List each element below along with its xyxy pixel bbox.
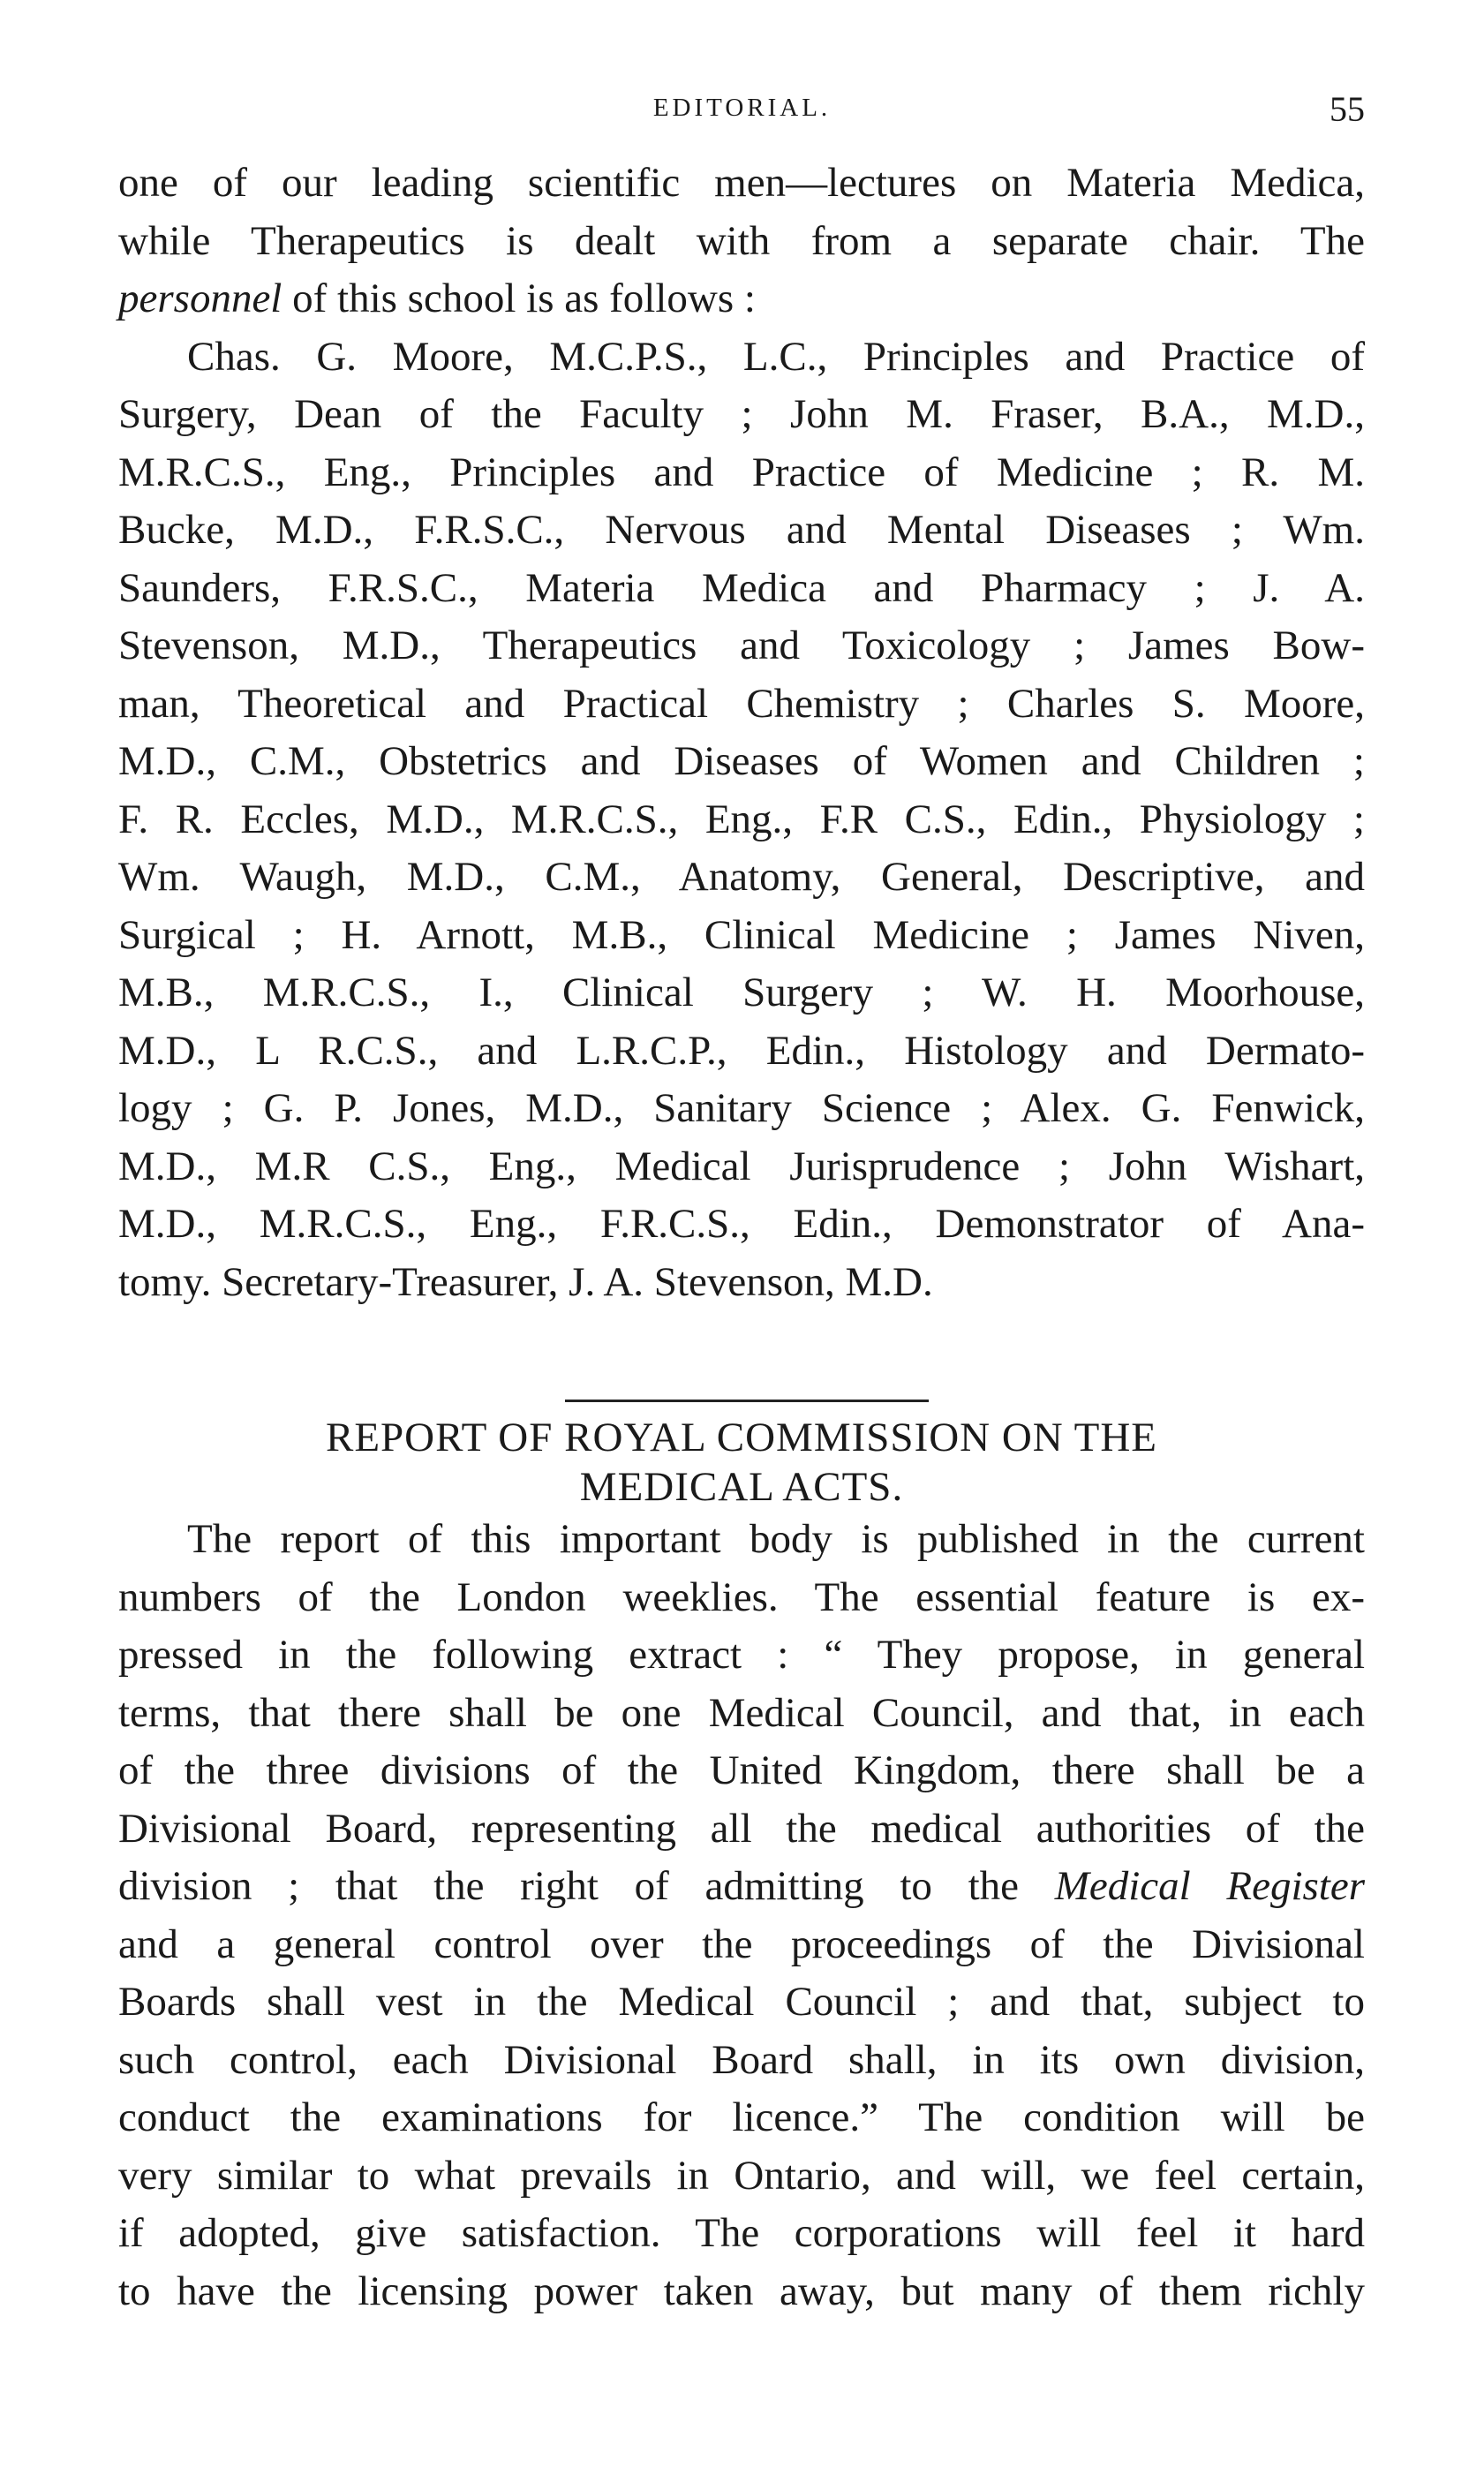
text-line: Surgery, Dean of the Faculty ; John M. Fraser, B.A., M.D., xyxy=(118,391,1365,437)
text-line: logy ; G. P. Jones, M.D., Sanitary Science ; Alex. G. Fenwick, xyxy=(118,1085,1365,1131)
running-title: EDITORIAL. xyxy=(652,94,832,122)
text-line: M.D., M.R C.S., Eng., Medical Jurisprudence ; John Wishart, xyxy=(118,1143,1365,1189)
text-line: and a general control over the proceedings of the Divisional xyxy=(118,1920,1365,1967)
text-line: of the three divisions of the United Kingdom, there shall be a xyxy=(118,1747,1365,1793)
text-line: M.D., L R.C.S., and L.R.C.P., Edin., Histology and Dermato- xyxy=(118,1027,1365,1074)
text-line: Surgical ; H. Arnott, M.B., Clinical Medicine ; James Niven, xyxy=(118,911,1365,958)
text-fragment: division ; that the right of admitting to the xyxy=(118,1863,1019,1909)
section-heading xyxy=(118,1413,1365,1512)
italic-word-personnel: personnel xyxy=(118,275,282,321)
text-line: tomy. Secretary-Treasurer, J. A. Stevenson, M.D. xyxy=(118,1258,933,1305)
text-line: Wm. Waugh, M.D., C.M., Anatomy, General, Descriptive, and xyxy=(118,854,1365,900)
heading-line: REPORT OF ROYAL COMMISSION ON THE xyxy=(325,1415,1158,1460)
text-line: if adopted, give satisfaction. The corporations will feel it hard xyxy=(118,2210,1365,2256)
text-line: such control, each Divisional Board shall, in its own division, xyxy=(118,2036,1365,2083)
text-line: man, Theoretical and Practical Chemistry ; Charles S. Moore, xyxy=(118,680,1365,727)
section-divider xyxy=(565,1400,929,1402)
running-head xyxy=(0,88,1484,132)
text-fragment: of this school is as follows : xyxy=(282,275,756,321)
italic-medical-register: Medical Register xyxy=(1054,1863,1366,1909)
text-line: Divisional Board, representing all the medical authorities of the xyxy=(118,1805,1365,1852)
text-line: Boards shall vest in the Medical Council ; and that, subject to xyxy=(118,1979,1365,2025)
text-line: one of our leading scientific men—lectures on Materia Medica, xyxy=(118,160,1365,206)
report-paragraph xyxy=(118,1511,1365,2320)
text-line: M.D., C.M., Obstetrics and Diseases of Women and Children ; xyxy=(118,738,1365,784)
text-line: very similar to what prevails in Ontario, and will, we feel certain, xyxy=(118,2152,1365,2199)
text-line: Saunders, F.R.S.C., Materia Medica and Pharmacy ; J. A. xyxy=(118,564,1365,611)
text-line: The report of this important body is published in the current xyxy=(187,1516,1365,1562)
text-line: Chas. G. Moore, M.C.P.S., L.C., Principles and Practice of xyxy=(187,333,1365,380)
text-line: to have the licensing power taken away, but many of them richly xyxy=(118,2267,1365,2314)
text-line: M.B., M.R.C.S., I., Clinical Surgery ; W. H. Moorhouse, xyxy=(118,970,1365,1015)
text-line: Stevenson, M.D., Therapeutics and Toxicology ; James Bow- xyxy=(118,622,1365,668)
text-line: while Therapeutics is dealt with from a separate chair. The xyxy=(118,217,1365,264)
text-line: terms, that there shall be one Medical Council, and that, in each xyxy=(118,1689,1365,1736)
text-line: M.R.C.S., Eng., Principles and Practice of Medicine ; R. M. xyxy=(118,449,1365,495)
text-line: conduct the examinations for licence.” The condition will be xyxy=(118,2094,1365,2140)
page-number: 55 xyxy=(1330,89,1365,129)
text-line xyxy=(118,1858,1365,1916)
heading-line: MEDICAL ACTS. xyxy=(579,1464,904,1510)
personnel-paragraph xyxy=(118,155,1365,1311)
text-line: Bucke, M.D., F.R.S.C., Nervous and Mental Diseases ; Wm. xyxy=(118,507,1365,553)
text-line xyxy=(118,270,1365,328)
text-line: numbers of the London weeklies. The essential feature is ex- xyxy=(118,1573,1365,1620)
text-line: M.D., M.R.C.S., Eng., F.R.C.S., Edin., Demonstrator of Ana- xyxy=(118,1201,1365,1247)
text-line: pressed in the following extract : “ They propose, in general xyxy=(118,1632,1365,1678)
text-line: F. R. Eccles, M.D., M.R.C.S., Eng., F.R C.S., Edin., Physiology ; xyxy=(118,796,1365,842)
